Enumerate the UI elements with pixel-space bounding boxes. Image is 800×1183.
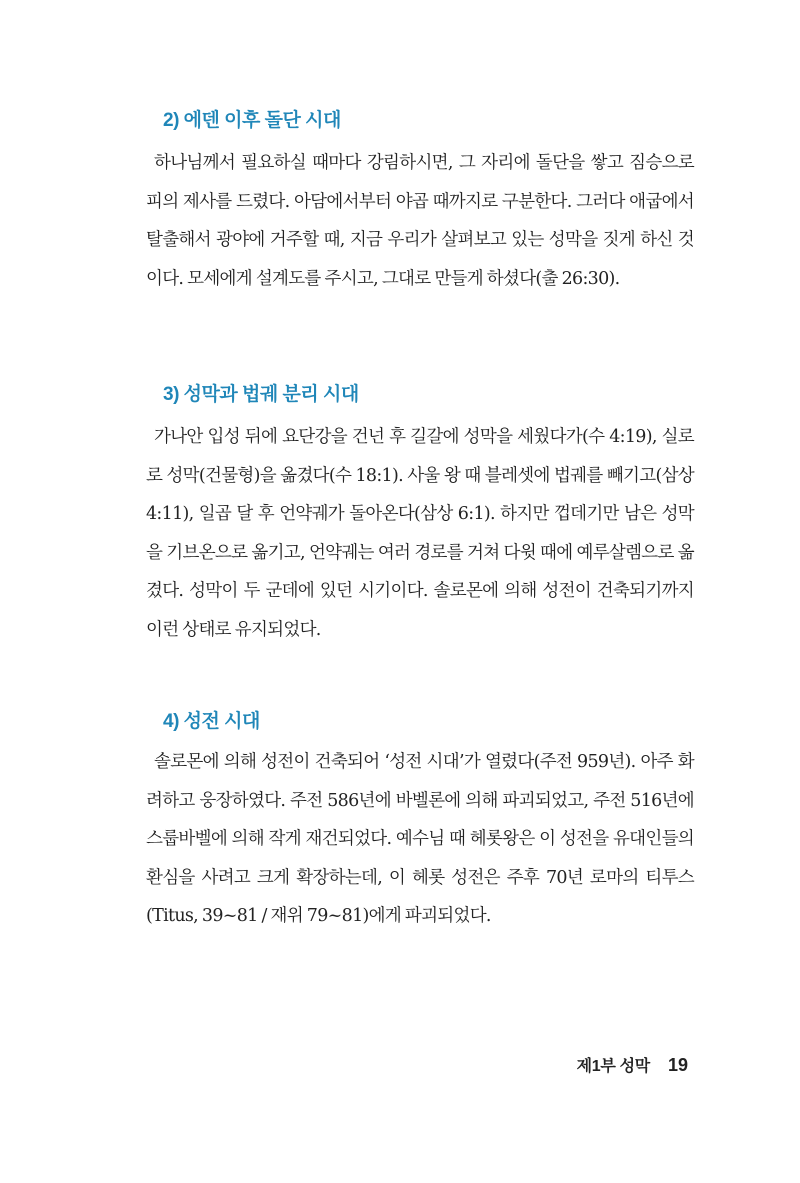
section-heading-temple-era: 4) 성전 시대: [163, 711, 260, 732]
section-heading-tabernacle-ark-separation-era: 3) 성막과 법궤 분리 시대: [163, 384, 359, 405]
section-body-tabernacle-ark-separation-era: 가나안 입성 뒤에 요단강을 건넌 후 길갈에 성막을 세웠다가(수 4:19), 실로로 성막(건물형)을 옮겼다(수 18:1). 사울 왕 때 블레셋에 법궤를 빼기고(삼상 4:11), 일곱 달 후 언약궤가 돌아온다(삼상 6:1). 하지만 껍데기만 남은 성막을 기브온으로 옮기고, 언약궤는 여러 경로를 거쳐 다윗 때에 예루살렘으로 옮겼다. 성막이 두 군데에 있던 시기이다. 솔로몬에 의해 성전이 건축되기까지 이런 상태로 유지되었다.: [146, 427, 694, 640]
section-body-stone-altar-era: 하나님께서 필요하실 때마다 강림하시면, 그 자리에 돌단을 쌓고 짐승으로 피의 제사를 드렸다. 아담에서부터 야곱 때까지로 구분한다. 그러다 애굽에서 탈출해서 광야에 거주할 때, 지금 우리가 살펴보고 있는 성막을 짓게 하신 것이다. 모세에게 설계도를 주시고, 그대로 만들게 하셨다(출 26:30).: [146, 153, 694, 289]
section-body-temple-era: 솔로몬에 의해 성전이 건축되어 ‘성전 시대’가 열렸다(주전 959년). 아주 화려하고 웅장하였다. 주전 586년에 바벨론에 의해 파괴되었고, 주전 516년에 스룹바벨에 의해 작게 재건되었다. 예수님 때 헤롯왕은 이 성전을 유대인들의 환심을 사려고 크게 확장하는데, 이 헤롯 성전은 주후 70년 로마의 티투스(Titus, 39~81 / 재위 79~81)에게 파괴되었다.: [146, 752, 694, 926]
page-number: 19: [667, 1055, 688, 1075]
page-footer: [577, 1053, 688, 1076]
section-heading-stone-altar-era: 2) 에덴 이후 돌단 시대: [163, 110, 341, 131]
footer-part-label: 제1부 성막: [576, 1058, 650, 1075]
